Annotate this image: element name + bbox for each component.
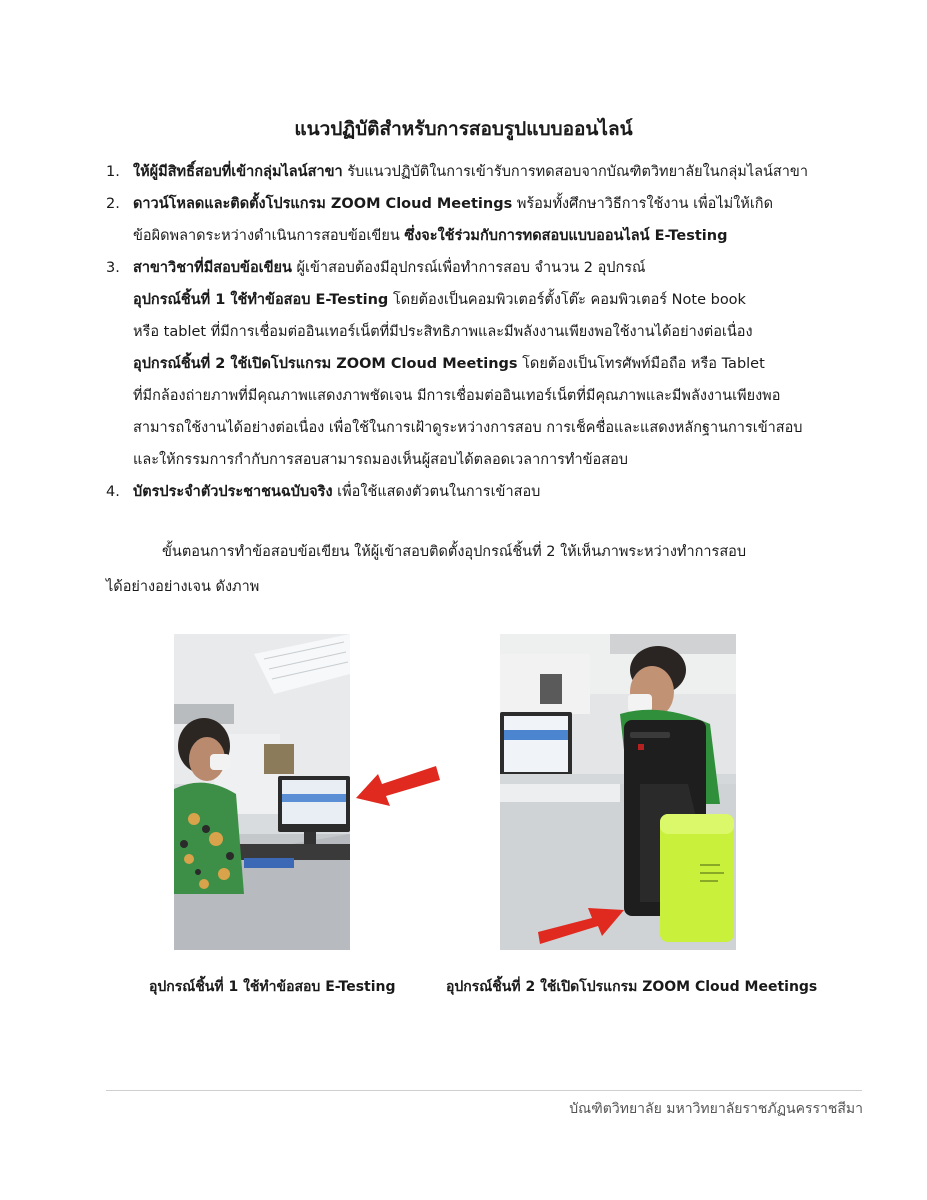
body-text: ผู้เข้าสอบต้องมีอุปกรณ์เพื่อทำการสอบ จำนวน 2 อุปกรณ์ [291,260,646,276]
list-number: 1. [106,164,120,180]
list-number: 3. [106,260,120,276]
instruction-line-2: ได้อย่างอย่างเจน ดังภาพ [106,579,260,595]
page-title: แนวปฏิบัติสำหรับการสอบรูปแบบออนไลน์ [294,118,633,140]
list-number: 4. [106,484,120,500]
guideline-list [106,160,826,512]
body-text: รับแนวปฏิบัติในการเข้ารับการทดสอบจากบัณฑิตวิทยาลัยในกลุ่มไลน์สาขา [342,164,808,180]
body-text: เพื่อใช้แสดงตัวตนในการเข้าสอบ [332,484,541,500]
caption-device-1: อุปกรณ์ชิ้นที่ 1 ใช้ทำข้อสอบ E-Testing [149,979,396,995]
list-line [133,288,826,320]
list-line [133,416,826,448]
bold-text: อุปกรณ์ชิ้นที่ 1 ใช้ทำข้อสอบ E-Testing [133,292,389,308]
instruction-paragraph [106,540,826,610]
arrow-pointing-computer [352,758,442,808]
list-number: 2. [106,196,120,212]
arrow-pointing-phone [536,906,626,950]
list-line [133,160,826,192]
figure-device-2 [500,634,736,950]
list-line [133,192,826,224]
photo-phone-zoom [500,634,736,950]
body-text: หรือ tablet ที่มีการเชื่อมต่ออินเทอร์เน็ตที่มีประสิทธิภาพและมีพลังงานเพียงพอใช้งานได้อย่างต่อเนื่อง [133,324,753,340]
body-text: ที่มีกล้องถ่ายภาพที่มีคุณภาพแสดงภาพชัดเจน มีการเชื่อมต่ออินเทอร์เน็ตที่มีคุณภาพและมีพลังงานเพียงพอ [133,388,781,404]
footer-institution: บัณฑิตวิทยาลัย มหาวิทยาลัยราชภัฏนครราชสีมา [569,1101,863,1117]
photo-computer-exam [174,634,350,950]
instruction-line-1: ขั้นตอนการทำข้อสอบข้อเขียน ให้ผู้เข้าสอบติดตั้งอุปกรณ์ชิ้นที่ 2 ให้เห็นภาพระหว่างทำการสอบ [162,544,747,560]
body-text: และให้กรรมการกำกับการสอบสามารถมองเห็นผู้สอบได้ตลอดเวลาการทำข้อสอบ [133,452,629,468]
list-line [133,352,826,384]
body-text: ข้อผิดพลาดระหว่างดำเนินการสอบข้อเขียน [133,228,405,244]
bold-text: ดาวน์โหลดและติดตั้งโปรแกรม ZOOM Cloud Meetings [133,196,513,212]
list-line [133,384,826,416]
body-text: พร้อมทั้งศึกษาวิธีการใช้งาน เพื่อไม่ให้เกิด [512,196,773,212]
list-line [133,448,826,480]
bold-text: สาขาวิชาที่มีสอบข้อเขียน [133,260,292,276]
list-item [106,160,826,192]
list-line [133,320,826,352]
bold-text: ให้ผู้มีสิทธิ์สอบที่เข้ากลุ่มไลน์สาขา [133,164,343,180]
list-line [133,480,826,512]
bold-text: บัตรประจำตัวประชาชนฉบับจริง [133,484,333,500]
list-item [106,480,826,512]
footer-divider [106,1090,862,1091]
list-line [133,256,826,288]
bold-text: อุปกรณ์ชิ้นที่ 2 ใช้เปิดโปรแกรม ZOOM Cloud Meetings [133,356,518,372]
figure-device-1 [174,634,350,950]
list-item [106,192,826,256]
bold-text: ซึ่งจะใช้ร่วมกับการทดสอบแบบออนไลน์ E-Testing [404,228,728,244]
list-line [133,224,826,256]
body-text: โดยต้องเป็นโทรศัพท์มือถือ หรือ Tablet [517,356,765,372]
caption-device-2: อุปกรณ์ชิ้นที่ 2 ใช้เปิดโปรแกรม ZOOM Cloud Meetings [446,979,818,995]
list-item [106,256,826,480]
body-text: สามารถใช้งานได้อย่างต่อเนื่อง เพื่อใช้ในการเฝ้าดูระหว่างการสอบ การเช็คชื่อและแสดงหลักฐานการเข้าสอบ [133,420,803,436]
body-text: โดยต้องเป็นคอมพิวเตอร์ตั้งโต๊ะ คอมพิวเตอร์ Note book [388,292,746,308]
